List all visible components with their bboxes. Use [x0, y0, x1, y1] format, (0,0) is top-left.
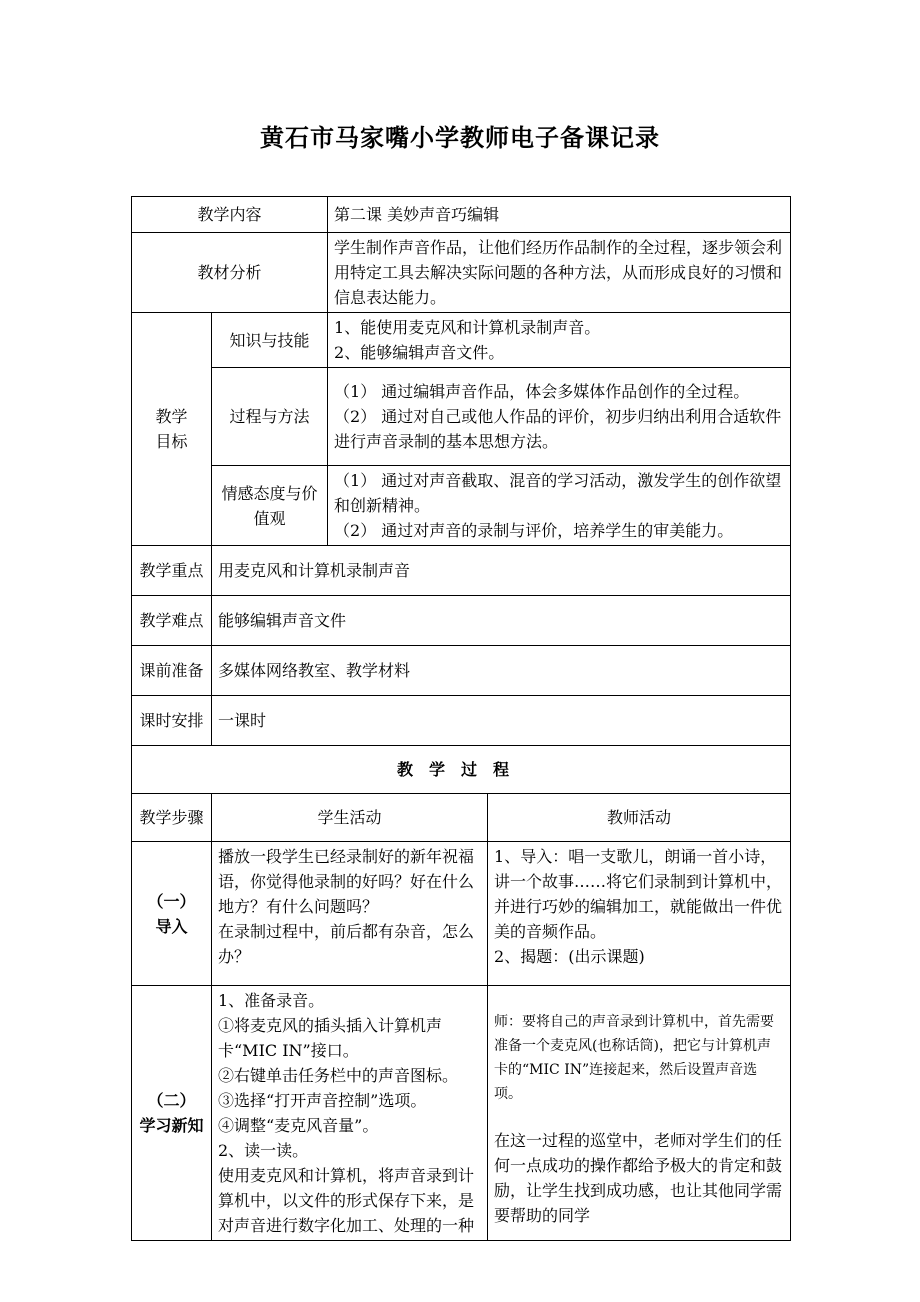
- step-new-name: 学习新知: [139, 1116, 204, 1135]
- preparation-value: 多媒体网络教室、教学材料: [212, 646, 791, 696]
- goals-label: [132, 313, 212, 546]
- row-preparation: [132, 646, 791, 696]
- process-value: [328, 368, 791, 466]
- analysis-value: 学生制作声音作品，让他们经历作品制作的全过程，逐步领会利用特定工具去解决实际问题的各种方法，从而形成良好的习惯和信息表达能力。: [328, 233, 791, 313]
- step-new-label: [132, 986, 212, 1241]
- knowledge-line1: 1、能使用麦克风和计算机录制声音。: [334, 318, 601, 337]
- step-intro-name: 导入: [155, 916, 188, 936]
- row-analysis: [132, 233, 791, 313]
- row-key-point: [132, 546, 791, 596]
- emotion-value: [328, 466, 791, 546]
- page-title: 黄石市马家嘴小学教师电子备课记录: [260, 124, 660, 152]
- row-difficulty: [132, 596, 791, 646]
- row-goal-process: [132, 368, 791, 466]
- header-step: 教学步骤: [132, 794, 212, 842]
- knowledge-value: [328, 313, 791, 368]
- analysis-label: 教材分析: [132, 233, 328, 313]
- row-goal-knowledge: [132, 313, 791, 368]
- step-intro-label: [132, 842, 212, 986]
- lesson-table: [131, 196, 791, 1241]
- row-step-intro: [132, 842, 791, 986]
- step-intro-teacher: 1、导入：唱一支歌儿，朗诵一首小诗，讲一个故事……将它们录制到计算机中，并进行巧妙的编辑加工，就能做出一件优美的音频作品。 2、揭题：(出示课题): [488, 842, 791, 986]
- header-student: 学生活动: [212, 794, 488, 842]
- header-teacher: 教师活动: [488, 794, 791, 842]
- difficulty-label: 教学难点: [132, 596, 212, 646]
- emotion-label: 情感态度与价值观: [212, 466, 328, 546]
- key-point-value: 用麦克风和计算机录制声音: [212, 546, 791, 596]
- row-step-new: [132, 986, 791, 1241]
- content-value: 第二课 美妙声音巧编辑: [328, 197, 791, 233]
- step-new-num: （二）: [147, 1091, 196, 1110]
- process-section-title: 教学过程: [132, 746, 791, 794]
- row-process-title: [132, 746, 791, 794]
- step-new-teacher-p1: 师：要将自己的声音录到计算机中，首先需要准备一个麦克风(也称话筒)，把它与计算机声卡的“MIC IN”连接起来，然后设置声音选项。: [494, 1014, 775, 1102]
- key-point-label: 教学重点: [132, 546, 212, 596]
- process-line1: （1） 通过编辑声音作品，体会多媒体作品创作的全过程。: [334, 382, 750, 401]
- schedule-label: 课时安排: [132, 696, 212, 746]
- emotion-line1: （1） 通过对声音截取、混音的学习活动，激发学生的创作欲望和创新精神。: [334, 471, 782, 515]
- goals-label-line2: 目标: [155, 432, 188, 451]
- difficulty-value: 能够编辑声音文件: [212, 596, 791, 646]
- knowledge-label: 知识与技能: [212, 313, 328, 368]
- step-new-student: 1、准备录音。 ①将麦克风的插头插入计算机声卡“MIC IN”接口。 ②右键单击任务栏中的声音图标。 ③选择“打开声音控制”选项。 ④调整“麦克风音量”。 2、读一读。 使用麦克风和计算机，将声音录到计算机中，以文件的形式保存下来，是对声音进行数字化加工、处理的一种: [212, 986, 488, 1241]
- content-label: 教学内容: [132, 197, 328, 233]
- step-intro-student: 播放一段学生已经录制好的新年祝福语，你觉得他录制的好吗？好在什么地方？有什么问题吗？ 在录制过程中，前后都有杂音，怎么办？: [212, 842, 488, 986]
- row-content: [132, 197, 791, 233]
- emotion-line2: （2） 通过对声音的录制与评价，培养学生的审美能力。: [334, 521, 734, 540]
- row-goal-emotion: [132, 466, 791, 546]
- step-new-teacher-p2: 在这一过程的巡堂中，老师对学生们的任何一点成功的操作都给予极大的肯定和鼓励，让学生找到成功感，也让其他同学需要帮助的同学: [494, 1131, 783, 1225]
- row-schedule: [132, 696, 791, 746]
- process-line2: （2） 通过对自己或他人作品的评价，初步归纳出利用合适软件进行声音录制的基本思想方法。: [334, 407, 782, 451]
- preparation-label: 课前准备: [132, 646, 212, 696]
- step-new-teacher: [488, 986, 791, 1241]
- schedule-value: 一课时: [212, 696, 791, 746]
- step-intro-num: （一）: [147, 891, 196, 911]
- process-label: 过程与方法: [212, 368, 328, 466]
- knowledge-line2: 2、能够编辑声音文件。: [334, 343, 505, 362]
- row-headers: [132, 794, 791, 842]
- goals-label-line1: 教学: [155, 407, 188, 426]
